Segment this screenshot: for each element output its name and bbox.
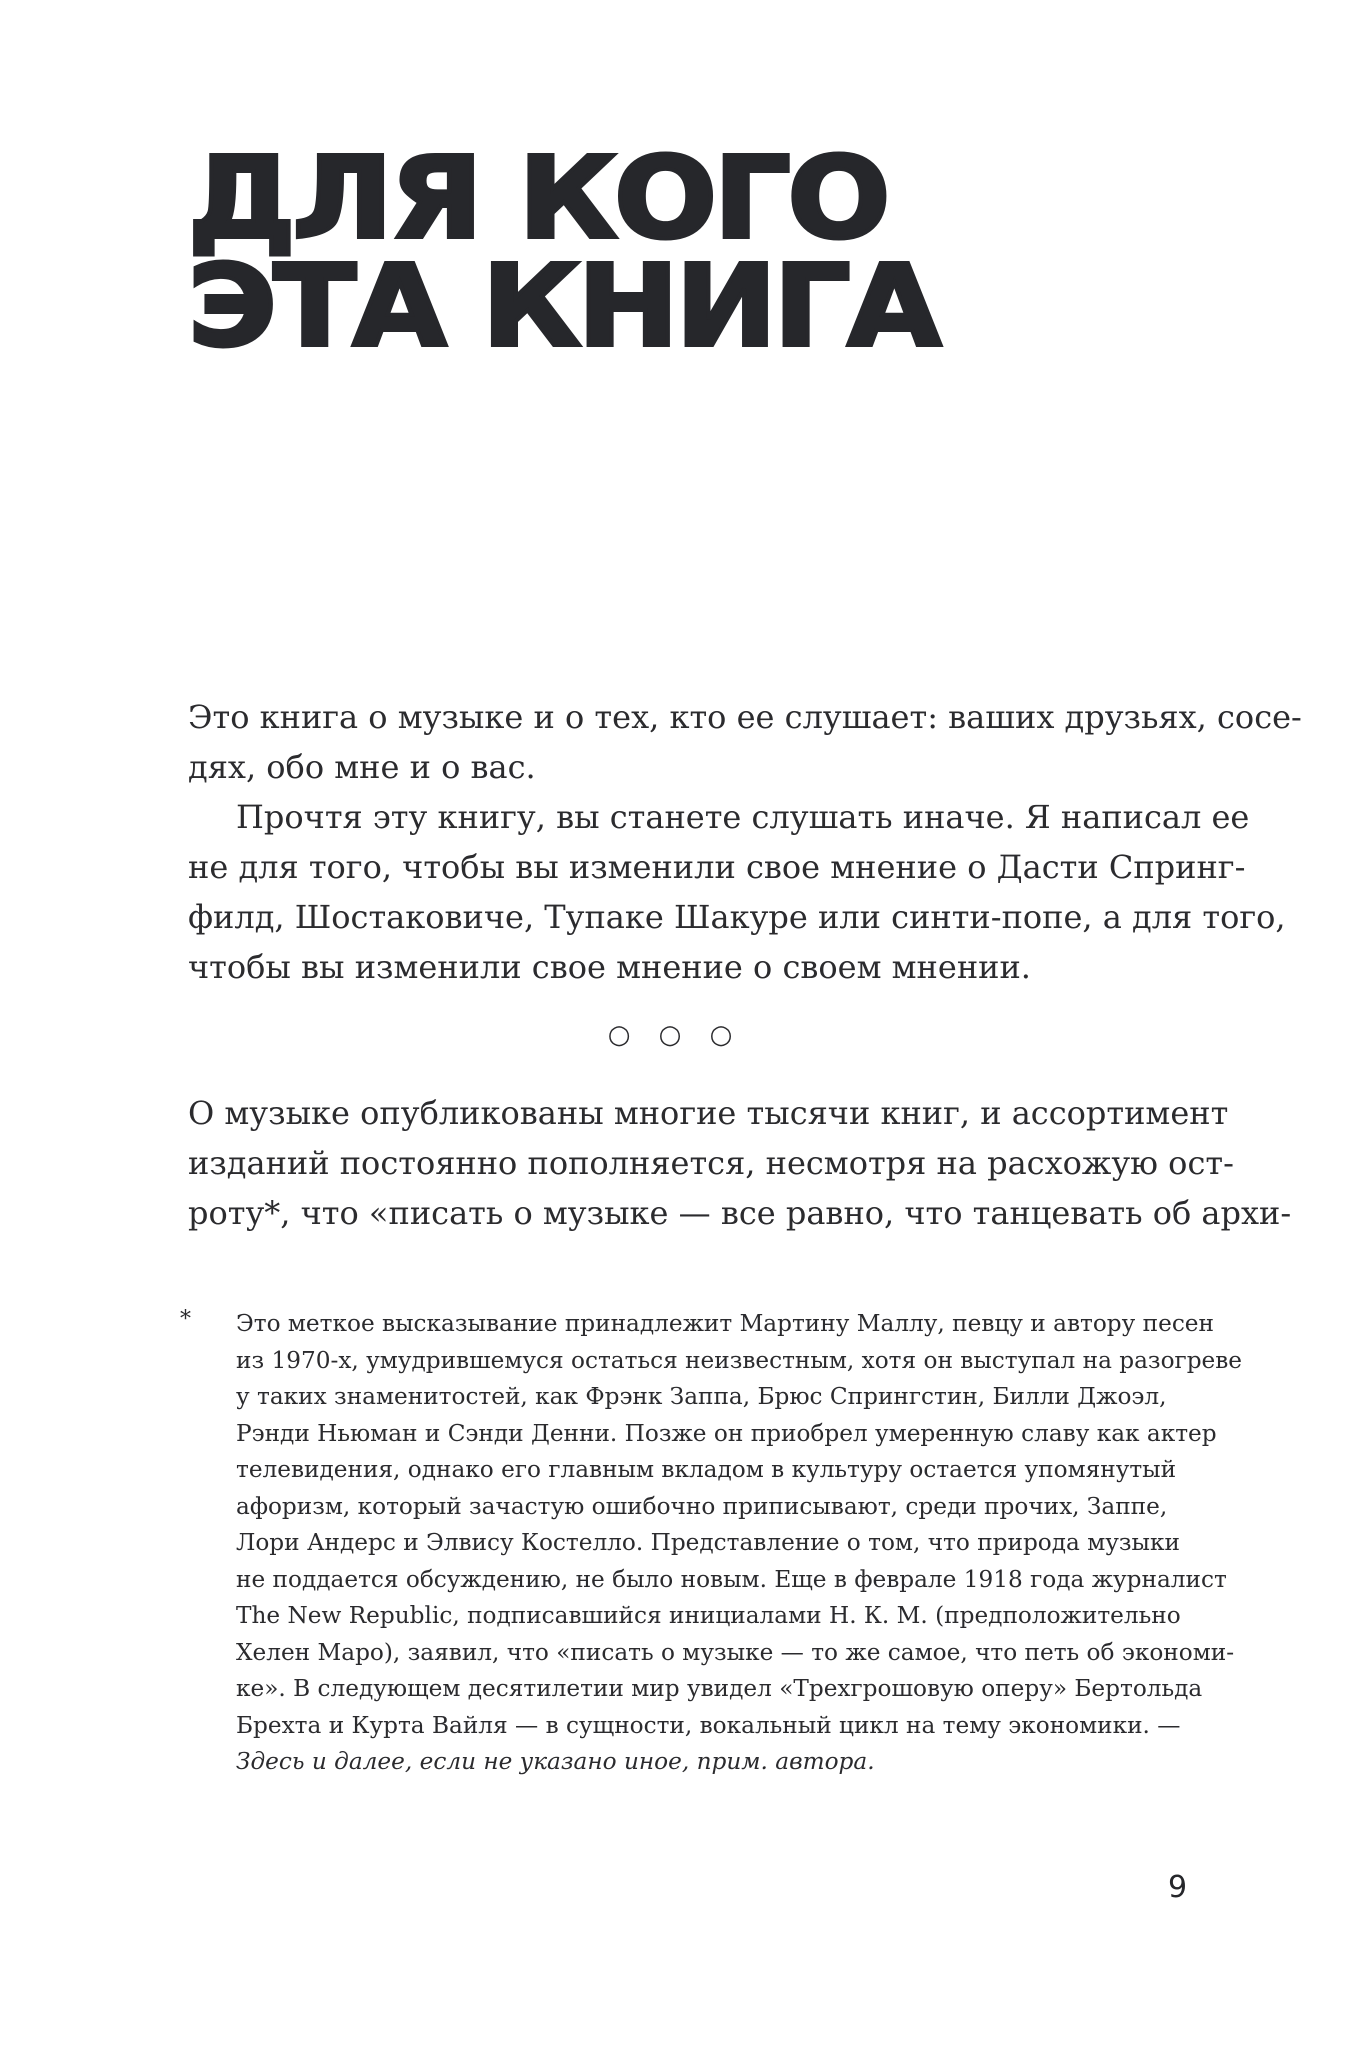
footnote-line: The New Republic, подписавшийся инициалами Н. К. М. (предположительно — [236, 1602, 1181, 1629]
text-line: дях, обо мне и о вас. — [188, 748, 536, 786]
paragraph-purpose — [188, 792, 1286, 992]
footnote-line: телевидения, однако его главным вкладом в культуру остается упомянутый — [236, 1456, 1177, 1483]
text-line: чтобы вы изменили свое мнение о своем мнении. — [188, 948, 1031, 986]
text-line: О музыке опубликованы многие тысячи книг, и ассортимент — [188, 1094, 1229, 1132]
footnote-line: ке». В следующем десятилетии мир увидел «Трехгрошовую оперу» Бертольда — [236, 1675, 1203, 1702]
footnote-line: афоризм, который зачастую ошибочно приписывают, среди прочих, Заппе, — [236, 1492, 1168, 1520]
footnote-line: Лори Андерс и Элвису Костелло. Представление о том, что природа музыки — [236, 1529, 1180, 1556]
footnote-author-note: Здесь и далее, если не указано иное, прим. автора. — [236, 1748, 875, 1775]
text-line: филд, Шостаковиче, Тупаке Шакуре или синти-попе, а для того, — [188, 898, 1286, 936]
chapter-title-line-1: ДЛЯ КОГО — [188, 134, 888, 264]
text-line: Прочтя эту книгу, вы станете слушать иначе. Я написал ее — [236, 798, 1250, 836]
paragraph-music-books — [188, 1088, 1292, 1238]
footnote-line: из 1970-х, умудрившемуся остаться неизвестным, хотя он выступал на разогреве — [236, 1346, 1243, 1374]
footnote-line: у таких знаменитостей, как Фрэнк Заппа, Брюс Спрингстин, Билли Джоэл, — [236, 1383, 1167, 1410]
chapter-title — [188, 134, 938, 372]
text-line: роту*, что «писать о музыке — все равно, что танцевать об архи- — [188, 1194, 1292, 1232]
footnote-line: Хелен Маро), заявил, что «писать о музыке — то же самое, что петь об экономи- — [236, 1638, 1235, 1666]
section-divider: ○ ○ ○ — [607, 1020, 743, 1050]
text-line: не для того, чтобы вы изменили свое мнение о Дасти Спринг- — [188, 848, 1246, 886]
text-line: изданий постоянно пополняется, несмотря на расхожую ост- — [188, 1144, 1234, 1182]
footnote-marker: * — [180, 1307, 191, 1332]
footnote-line: Рэнди Ньюман и Сэнди Денни. Позже он приобрел умеренную славу как актер — [236, 1419, 1217, 1447]
paragraph-intro — [188, 692, 1302, 792]
footnote — [180, 1306, 1243, 1781]
footnote-body — [236, 1306, 1243, 1781]
chapter-title-line-2: ЭТА КНИГА — [188, 242, 938, 372]
text-line: Это книга о музыке и о тех, кто ее слушает: ваших друзьях, сосе- — [188, 698, 1302, 736]
footnote-line: Это меткое высказывание принадлежит Мартину Маллу, певцу и автору песен — [236, 1310, 1214, 1337]
page-number: 9 — [1168, 1870, 1188, 1905]
footnote-line: не поддается обсуждению, не было новым. Еще в феврале 1918 года журналист — [236, 1565, 1227, 1593]
footnote-line: Брехта и Курта Вайля — в сущности, вокальный цикл на тему экономики. — — [236, 1711, 1181, 1739]
